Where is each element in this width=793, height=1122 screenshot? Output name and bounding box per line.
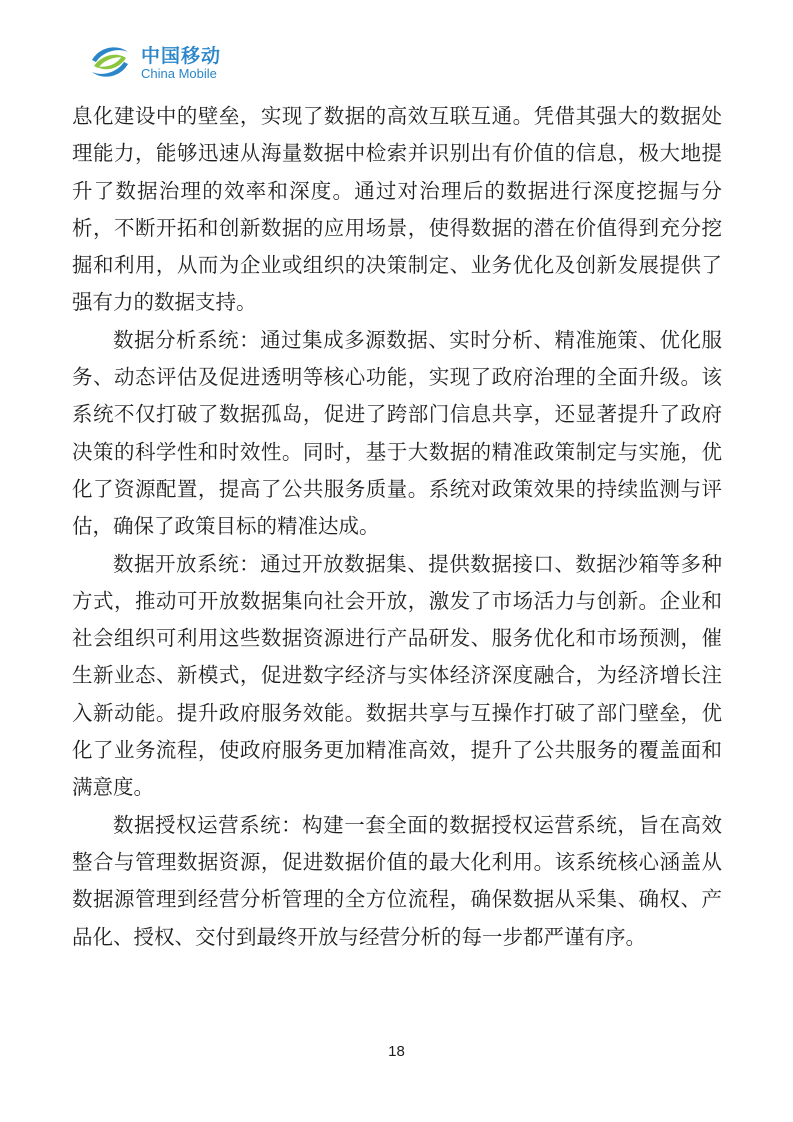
paragraph: 数据开放系统：通过开放数据集、提供数据接口、数据沙箱等多种方式，推动可开放数据集向社会开放，激发了市场活力与创新。企业和社会组织可利用这些数据资源进行产品研发、服务优化和市场预测，催生新业态、新模式，促进数字经济与实体经济深度融合，为经济增长注入新动能。提升政府服务效能。数据共享与互操作打破了部门壁垒，优化了业务流程，使政府服务更加精准高效，提升了公共服务的覆盖面和满意度。: [72, 551, 722, 800]
logo-chinese-text: 中国移动: [141, 45, 222, 67]
page-header: [86, 38, 266, 88]
china-mobile-logo-icon: [86, 38, 134, 86]
page-number: 18: [388, 1043, 405, 1060]
paragraph: 数据分析系统：通过集成多源数据、实时分析、精准施策、优化服务、动态评估及促进透明等核心功能，实现了政府治理的全面升级。该系统不仅打破了数据孤岛，促进了跨部门信息共享，还显著提升了政府决策的科学性和时效性。同时，基于大数据的精准政策制定与实施，优化了资源配置，提高了公共服务质量。系统对政策效果的持续监测与评估，确保了政策目标的精准达成。: [72, 327, 722, 539]
paragraph: 息化建设中的壁垒，实现了数据的高效互联互通。凭借其强大的数据处理能力，能够迅速从海量数据中检索并识别出有价值的信息，极大地提升了数据治理的效率和深度。通过对治理后的数据进行深度挖掘与分析，不断开拓和创新数据的应用场景，使得数据的潜在价值得到充分挖掘和利用，从而为企业或组织的决策制定、业务优化及创新发展提供了强有力的数据支持。: [72, 104, 722, 315]
document-body: [72, 98, 722, 956]
logo-english-text: China Mobile: [141, 66, 217, 81]
paragraph: 数据授权运营系统：构建一套全面的数据授权运营系统，旨在高效整合与管理数据资源，促进数据价值的最大化利用。该系统核心涵盖从数据源管理到经营分析管理的全方位流程，确保数据从采集、确权、产品化、授权、交付到最终开放与经营分析的每一步都严谨有序。: [72, 812, 722, 949]
